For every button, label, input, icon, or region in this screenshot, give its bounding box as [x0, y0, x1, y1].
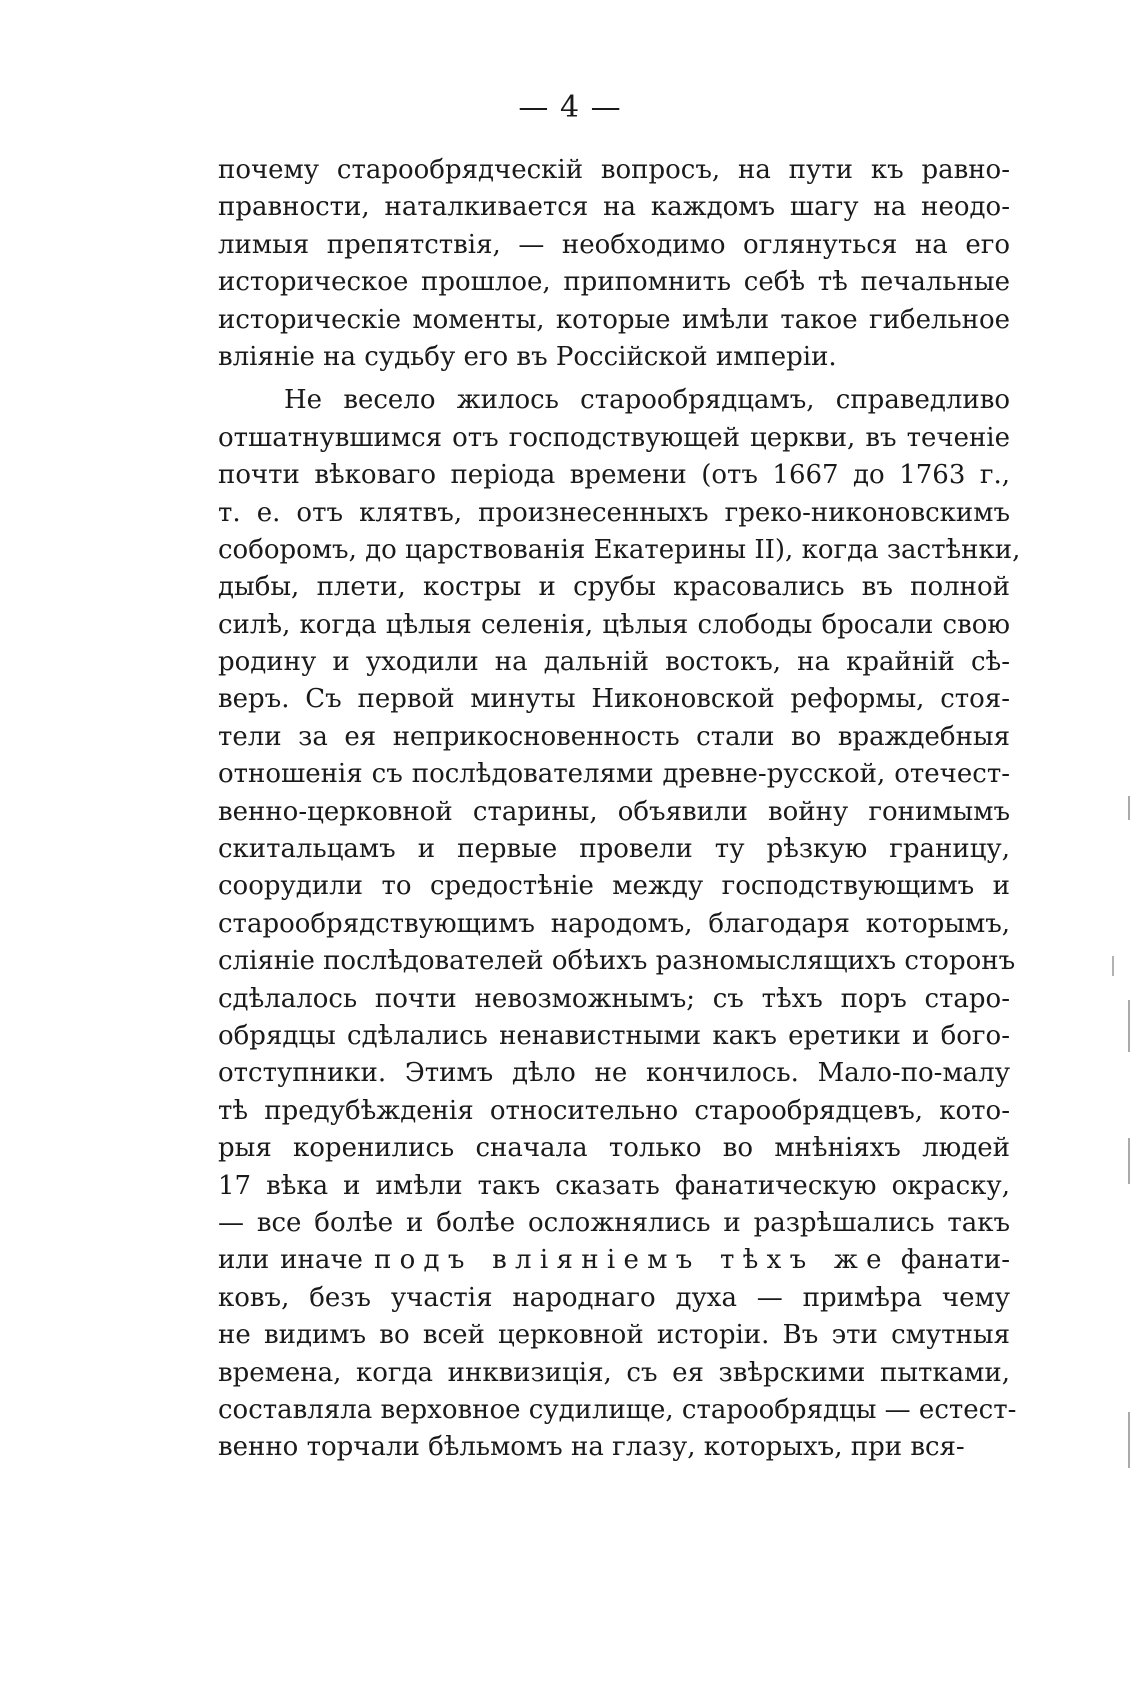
text-line: соборомъ, до царствованія Екатерины II), когда застѣнки, [218, 534, 1021, 565]
scan-mark [1128, 1138, 1130, 1184]
text-line: правности, наталкивается на каждомъ шагу на неодо- [218, 192, 1010, 223]
text-line: почему старообрядческій вопросъ, на пути къ равно- [218, 155, 1010, 185]
text-line: венно-церковной старины, объявили войну гонимымъ [218, 796, 1010, 827]
text-line: старообрядствующимъ народомъ, благодаря которымъ, [218, 908, 1010, 939]
text-line: т. е. отъ клятвъ, произнесенныхъ греко-никоновскимъ [218, 497, 1010, 528]
text-line: Не весело жилось старообрядцамъ, справедливо [284, 385, 1010, 416]
text-line: венно торчали бѣльмомъ на глазу, которыхъ, при вся- [218, 1432, 965, 1463]
text-line: — все болѣе и болѣе осложнялись и разрѣшались такъ [218, 1207, 1010, 1238]
text-line: отступники. Этимъ дѣло не кончилось. Мало-по-малу [218, 1058, 1010, 1089]
text-line: ковъ, безъ участія народнаго духа — примѣра чему [218, 1282, 1010, 1313]
text-line: историческое прошлое, припомнить себѣ тѣ печальные [218, 267, 1010, 298]
text-block [218, 152, 1021, 1467]
text-line: времена, когда инквизиція, съ ея звѣрскими пытками, [218, 1357, 1010, 1388]
text-line: сліяніе послѣдователей обѣихъ разномыслящихъ сторонъ [218, 946, 1016, 977]
text-line: составляла верховное судилище, старообрядцы — естест- [218, 1394, 1017, 1425]
text-line: лимыя препятствія, — необходимо оглянуться на его [218, 229, 1010, 260]
text-line: отношенія съ послѣдователями древне-русской, отечест- [218, 759, 1010, 790]
text-fragment: фанати- [900, 1245, 1010, 1276]
text-line: скитальцамъ и первые провели ту рѣзкую границу, [218, 834, 1010, 865]
text-line: соорудили то средостѣніе между господствующимъ и [218, 871, 1010, 902]
spaced-emphasis: подъ вліяніемъ тѣхъ же [373, 1245, 890, 1276]
page-number: — 4 — [518, 90, 622, 125]
text-line: рыя коренились сначала только во мнѣніяхъ людей [218, 1133, 1010, 1164]
text-fragment: или иначе [218, 1245, 374, 1276]
paragraph-1 [218, 152, 1010, 376]
text-line: веръ. Съ первой минуты Никоновской реформы, стоя- [218, 684, 1010, 715]
text-line: вліяніе на судьбу его въ Россійской имперіи. [218, 341, 837, 372]
text-line: историческіе моменты, которые имѣли такое гибельное [218, 304, 1010, 335]
text-line: не видимъ во всей церковной исторіи. Въ эти смутныя [218, 1320, 1010, 1351]
text-line: силѣ, когда цѣлыя селенія, цѣлыя слободы бросали свою [218, 609, 1010, 640]
text-line: обрядцы сдѣлались ненавистными какъ еретики и бого- [218, 1020, 1010, 1051]
text-line: 17 вѣка и имѣли такъ сказать фанатическую окраску, [218, 1170, 1010, 1201]
scan-mark [1128, 796, 1130, 820]
scan-mark [1112, 956, 1114, 976]
text-line: отшатнувшимся отъ господствующей церкви, въ теченіе [218, 422, 1010, 453]
text-line: почти вѣковаго періода времени (отъ 1667 до 1763 г., [218, 460, 1010, 491]
text-line: дыбы, плети, костры и срубы красовались въ полной [218, 572, 1010, 603]
text-line [218, 1242, 1010, 1279]
text-line: тѣ предубѣжденія относительно старообрядцевъ, кото- [218, 1095, 1010, 1126]
paragraph-2 [218, 382, 1021, 1466]
text-line: тели за ея неприкосновенность стали во враждебныя [218, 721, 1010, 752]
text-line: сдѣлалось почти невозможнымъ; съ тѣхъ поръ старо- [218, 983, 1010, 1014]
text-line: родину и уходили на дальній востокъ, на крайній сѣ- [218, 647, 1010, 678]
scan-mark [1128, 1412, 1130, 1468]
scan-mark [1128, 1000, 1130, 1052]
